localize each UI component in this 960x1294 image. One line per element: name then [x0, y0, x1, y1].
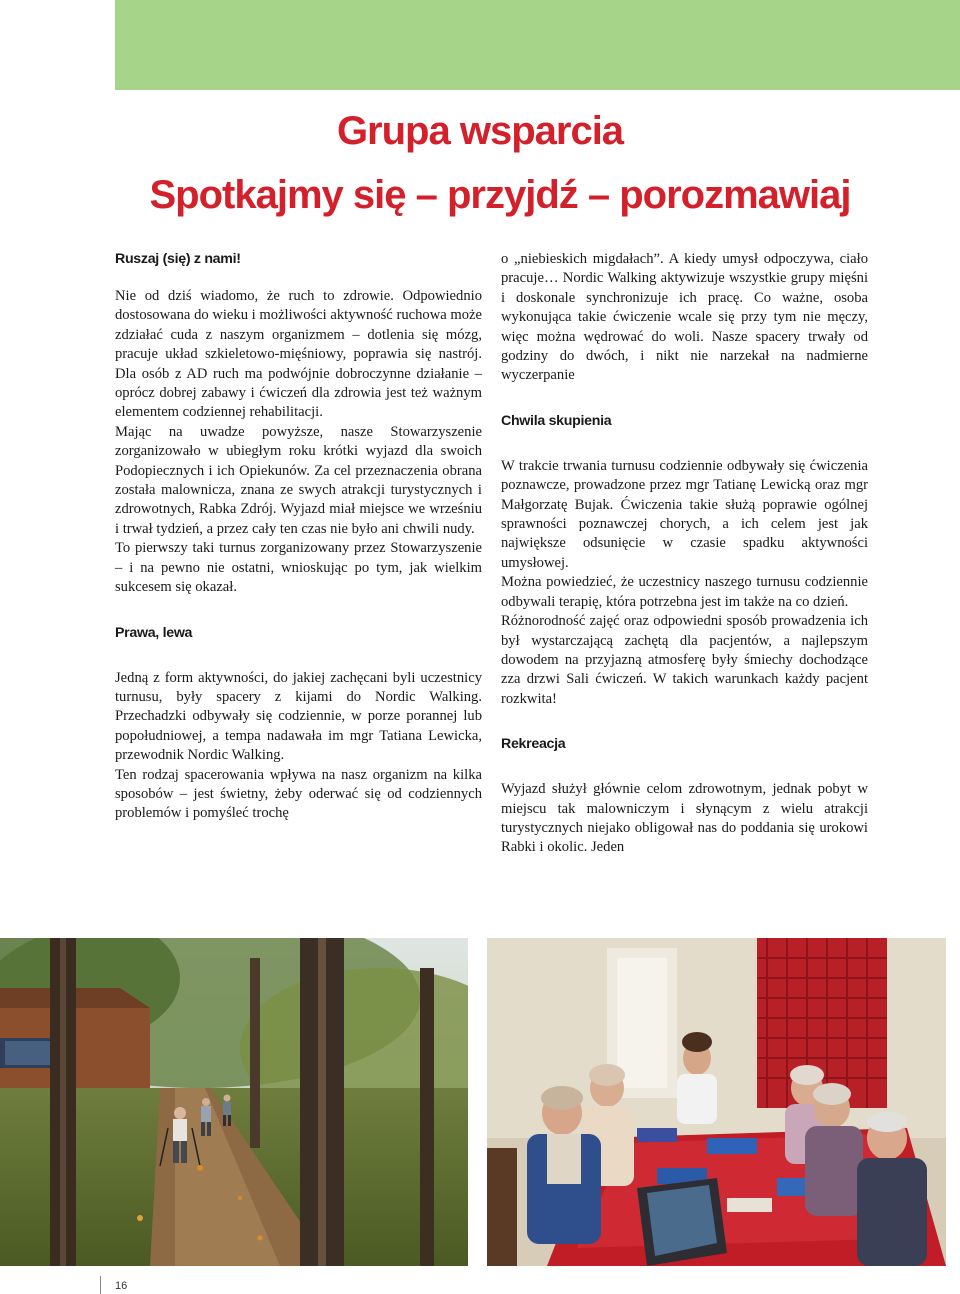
paragraph: Wyjazd służył głównie celom zdrowotnym, jednak pobyt w miejscu tak malowniczym i słynącym z wielu atrakcji turystycznych niejako obligował nas do poddania się urokowi Rabki i okolic. Jeden [501, 781, 868, 856]
header-color-bar [115, 0, 960, 90]
paragraph: To pierwszy taki turnus zorganizowany przez Stowarzyszenie – i na pewno nie ostatni, wnioskując po tym, jak wielkim sukcesem się okazał. [115, 540, 482, 596]
right-column [501, 250, 868, 858]
photo-nordic-walking [0, 938, 468, 1266]
page-title: Grupa wsparcia [336, 109, 624, 153]
paragraph: Ten rodzaj spacerowania wpływa na nasz organizm na kilka sposobów – jest świetny, żeby oderwać się od codziennych problemów i pomyśleć trochę [115, 766, 482, 822]
section-heading: Ruszaj (się) z nami! [115, 251, 241, 267]
paragraph: Nie od dziś wiadomo, że ruch to zdrowie. Odpowiednio dostosowana do wieku i możliwości aktywność ruchowa może zdziałać cuda z naszym organizmem – dotlenia się mózg, pracuje układ szkieletowo-mięśniowy, poprawia się nastrój. Dla osób z AD ruch ma podwójnie dobroczynne działanie – oprócz dobrej zabawy i ćwiczeń dla zdrowia jest też ważnym elementem codziennej rehabilitacji. [115, 288, 482, 421]
paragraph: Jedną z form aktywności, do jakiej zachęcani byli uczestnicy turnusu, były spacery z kijami do Nordic Walking. Przechadzki odbywały się codziennie, w porze porannej lub popołudniowej, a tempa nadawała im mgr Tatiana Lewicka, przewodnik Nordic Walking. [115, 669, 482, 764]
left-column [115, 250, 482, 824]
page-number-rule [100, 1276, 101, 1294]
page-subtitle: Spotkajmy się – przyjdź – porozmawiaj [149, 173, 851, 217]
paragraph: Można powiedzieć, że uczestnicy naszego turnusu codziennie odbywali terapię, która potrzebna jest im także na co dzień. [501, 574, 868, 610]
section-heading: Prawa, lewa [115, 624, 193, 641]
section-heading: Rekreacja [501, 736, 566, 753]
paragraph: Mając na uwadze powyższe, nasze Stowarzyszenie zorganizowało w ubiegłym roku krótki wyjazd dla swoich Podopiecznych i ich Opiekunów. Za cel przeznaczenia obrana została malownicza, znana ze swych atrakcji turystycznych i zdrowotnych, Rabka Zdrój. Wyjazd miał miejsce we wrześniu i trwał tydzień, a przez cały ten czas nie było ani chwili nudy. [115, 423, 482, 537]
paragraph: W trakcie trwania turnusu codziennie odbywały się ćwiczenia poznawcze, prowadzone przez mgr Tatianę Lewicką oraz mgr Małgorzatę Bujak. Ćwiczenia takie służą poprawie ogólnej sprawności poznawczej chorych, a ich celem jest jak największe odsunięcie w czasie spadku aktywności umysłowej. [501, 457, 868, 571]
section-heading: Chwila skupienia [501, 412, 612, 429]
page-number: 16 [115, 1280, 128, 1292]
paragraph: o „niebieskich migdałach”. A kiedy umysł odpoczywa, ciało pracuje… Nordic Walking aktywizuje wszystkie grupy mięśni i doskonale synchronizuje ich pracę. Co ważne, osoba wykonująca takie ćwiczenie wcale się przy tym nie męczy, więc można wędrować do woli. Nasze spacery trwały od godziny do dwóch, i nikt nie narzekał na nadmierne wyczerpanie [501, 251, 868, 384]
photo-cognitive-exercises [487, 938, 946, 1266]
paragraph: Różnorodność zajęć oraz odpowiedni sposób prowadzenia ich był wystarczającą zachętą dla pacjentów, a najlepszym dowodem na przyjazną atmosferę były śmiechy dochodzące zza drzwi Sali ćwiczeń. W takich warunkach każdy pacjent rozkwita! [501, 613, 868, 707]
